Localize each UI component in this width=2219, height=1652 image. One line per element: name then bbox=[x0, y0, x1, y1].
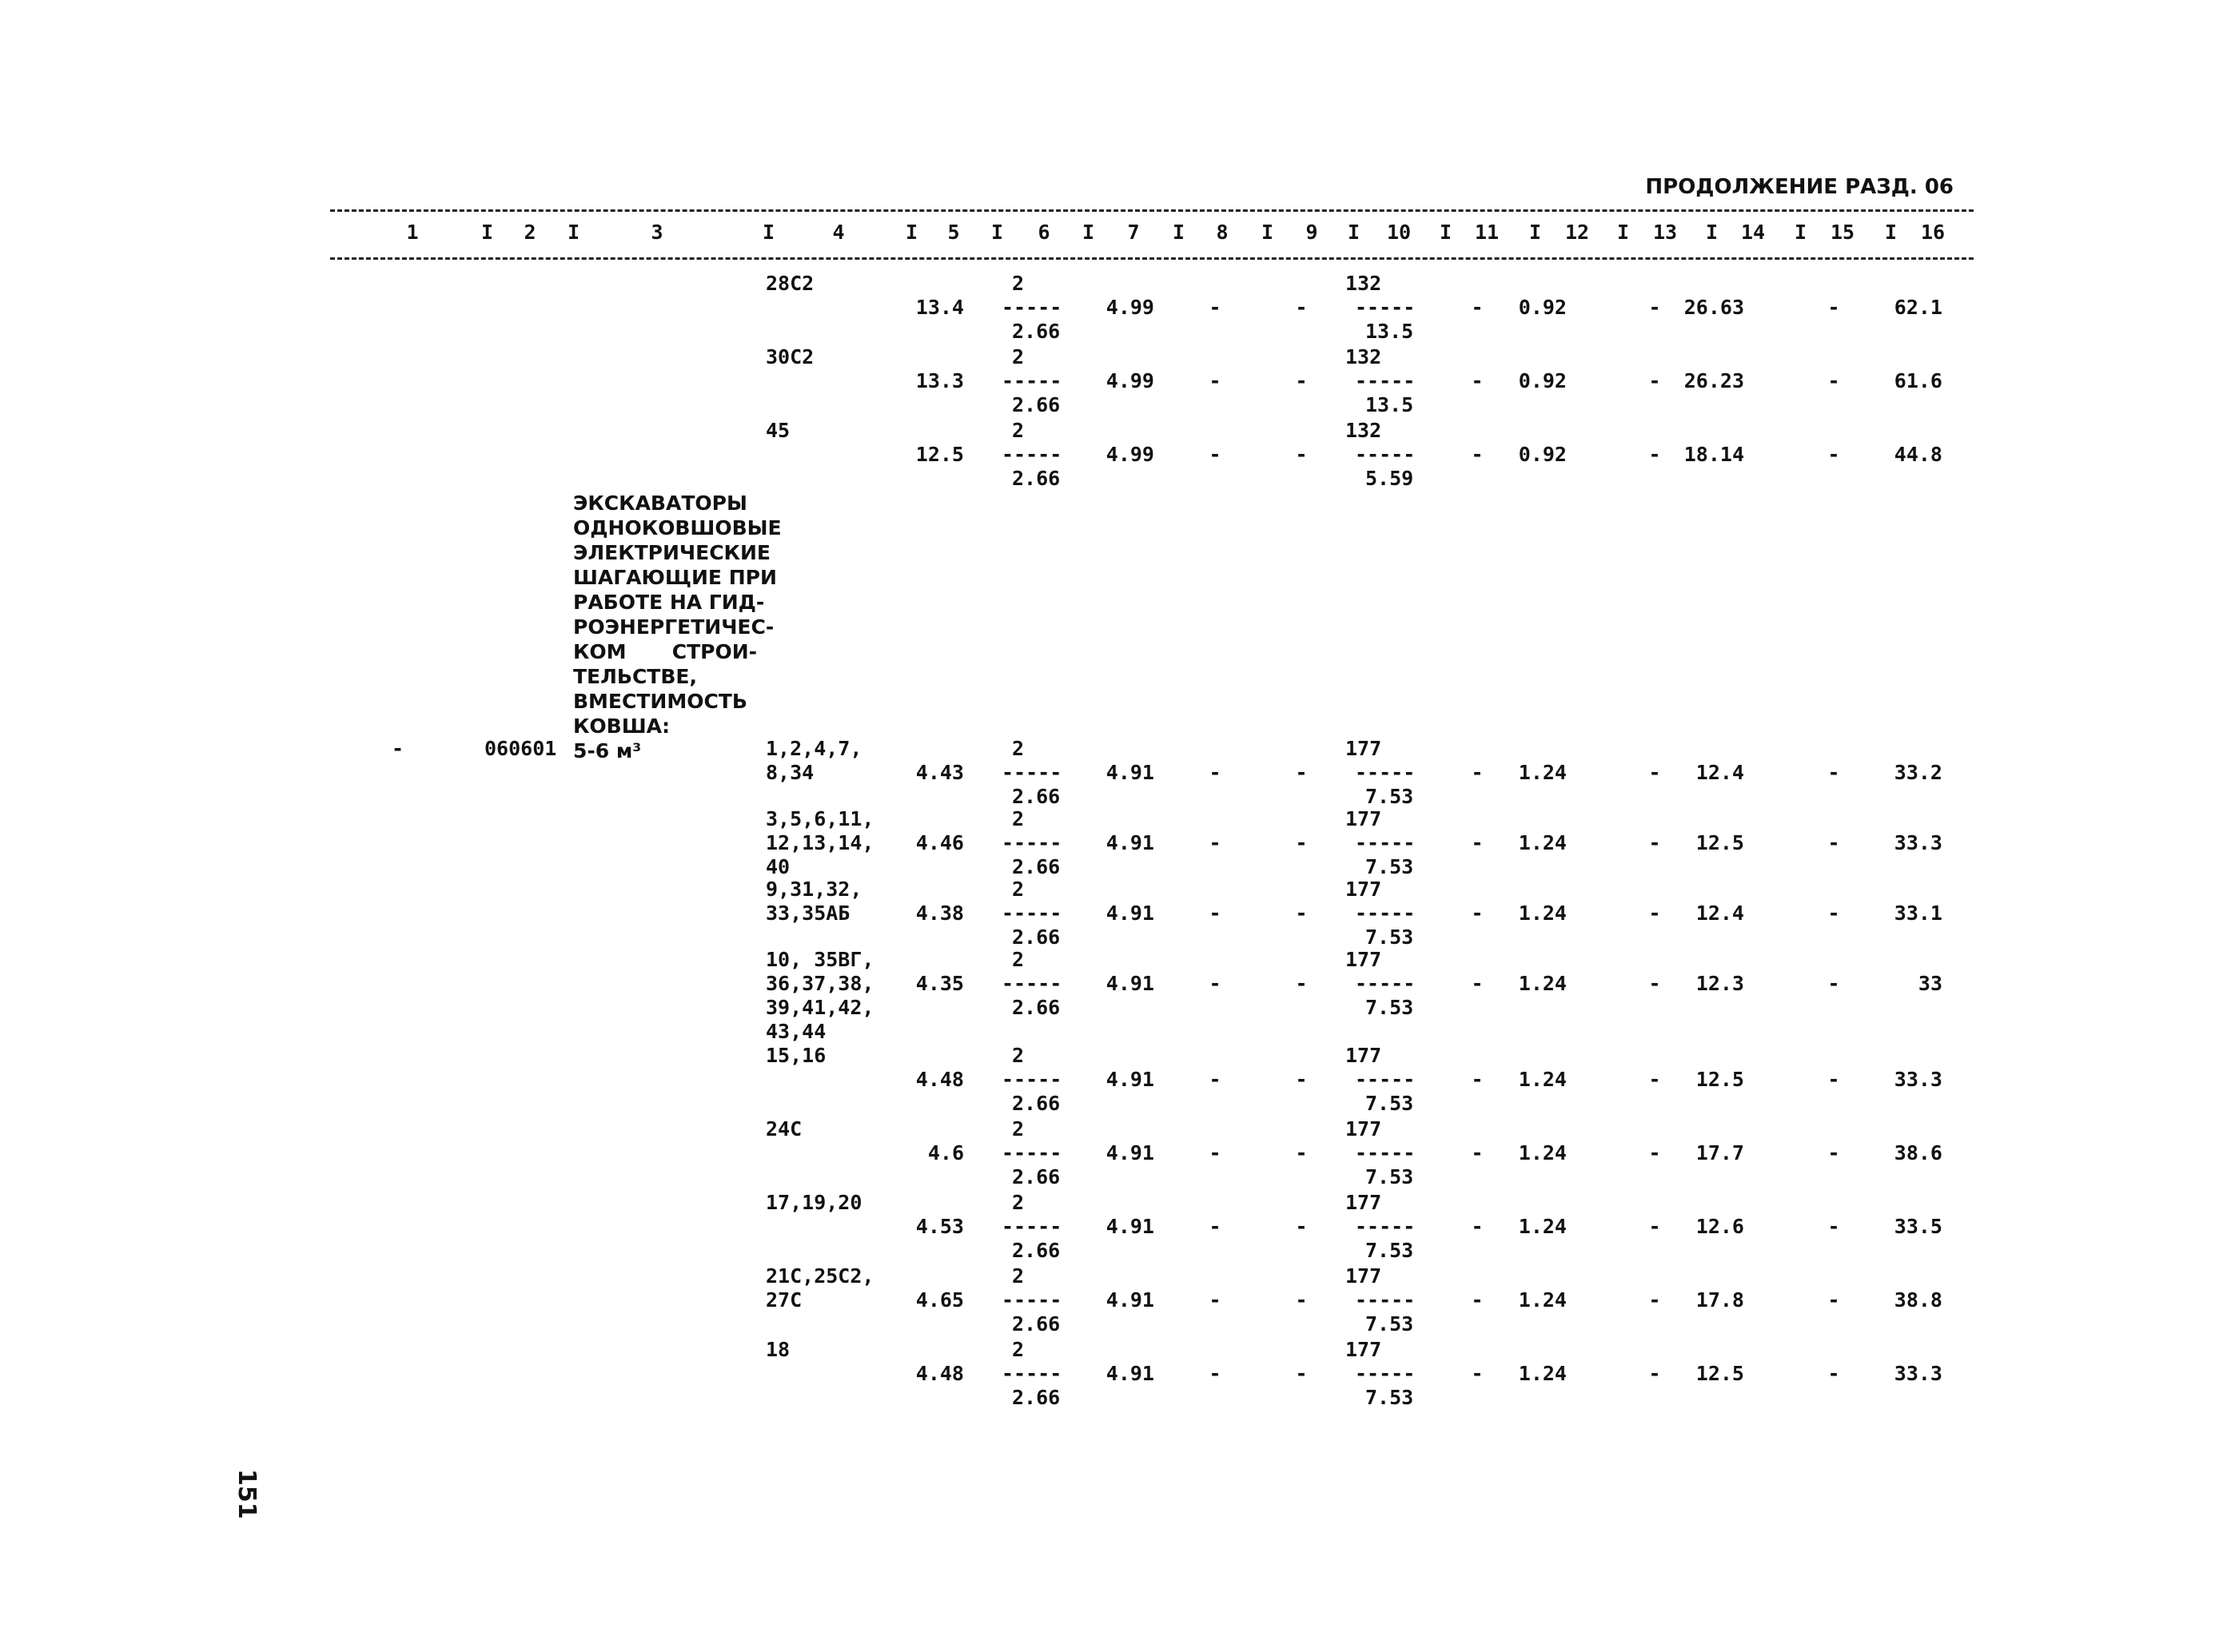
column-separator: I bbox=[1440, 221, 1452, 244]
column-header-15: 15 bbox=[1830, 221, 1855, 244]
col7-value: 4.91 bbox=[1106, 1068, 1154, 1091]
col7-value: 4.99 bbox=[1106, 443, 1154, 466]
machine-numbers: 45 bbox=[766, 419, 791, 442]
col7-value: 4.91 bbox=[1106, 831, 1154, 854]
col10-denominator: 7.53 bbox=[1365, 1312, 1414, 1336]
machine-numbers: 8,34 bbox=[766, 761, 815, 784]
col11-value: - bbox=[1471, 369, 1484, 392]
col6-fraction-line: ----- bbox=[1002, 1215, 1062, 1238]
col5-value: 12.5 bbox=[915, 443, 964, 466]
col16-value: 38.8 bbox=[1894, 1288, 1942, 1312]
column-header-9: 9 bbox=[1305, 221, 1318, 244]
col5-value: 4.6 bbox=[927, 1141, 964, 1164]
column-separator: I bbox=[1885, 221, 1898, 244]
col6-fraction-line: ----- bbox=[1002, 296, 1062, 319]
col10-denominator: 13.5 bbox=[1365, 320, 1414, 343]
col13-value: - bbox=[1648, 1215, 1661, 1238]
column-separator: I bbox=[1795, 221, 1807, 244]
col8-value: - bbox=[1209, 443, 1221, 466]
col10-fraction-line: ----- bbox=[1355, 1068, 1416, 1091]
col9-value: - bbox=[1295, 1141, 1308, 1164]
col7-value: 4.91 bbox=[1106, 1288, 1154, 1312]
col13-value: - bbox=[1648, 443, 1661, 466]
col11-value: - bbox=[1471, 443, 1484, 466]
col5-value: 4.38 bbox=[915, 902, 964, 925]
col16-value: 33 bbox=[1918, 972, 1942, 995]
column-header-8: 8 bbox=[1216, 221, 1229, 244]
col8-value: - bbox=[1209, 296, 1221, 319]
description-line: РОЭНЕРГЕТИЧЕС- bbox=[573, 615, 775, 639]
col7-value: 4.91 bbox=[1106, 972, 1154, 995]
col13-value: - bbox=[1648, 1141, 1661, 1164]
col14-value: 26.23 bbox=[1683, 369, 1744, 392]
col11-value: - bbox=[1471, 831, 1484, 854]
col7-value: 4.91 bbox=[1106, 1141, 1154, 1164]
col16-value: 38.6 bbox=[1894, 1141, 1942, 1164]
col10-denominator: 5.59 bbox=[1365, 467, 1414, 490]
column-header-1: 1 bbox=[406, 221, 419, 244]
col15-value: - bbox=[1827, 761, 1840, 784]
col10-numerator: 177 bbox=[1345, 1191, 1382, 1214]
description-line: РАБОТЕ НА ГИД- bbox=[573, 591, 765, 614]
col13-value: - bbox=[1648, 1362, 1661, 1385]
col6-numerator: 2 bbox=[1012, 419, 1025, 442]
col6-numerator: 2 bbox=[1012, 878, 1025, 901]
column-header-4: 4 bbox=[832, 221, 845, 244]
column-separator: I bbox=[906, 221, 918, 244]
col6-denominator: 2.66 bbox=[1012, 1386, 1061, 1409]
col10-numerator: 132 bbox=[1345, 345, 1382, 368]
col11-value: - bbox=[1471, 761, 1484, 784]
col14-value: 17.8 bbox=[1695, 1288, 1744, 1312]
col6-denominator: 2.66 bbox=[1012, 855, 1061, 878]
machine-numbers: 36,37,38, bbox=[766, 972, 874, 995]
col12-value: 1.24 bbox=[1518, 1141, 1567, 1164]
col14-value: 12.5 bbox=[1695, 1362, 1744, 1385]
col8-value: - bbox=[1209, 1215, 1221, 1238]
machine-numbers: 18 bbox=[766, 1338, 791, 1361]
col10-fraction-line: ----- bbox=[1355, 972, 1416, 995]
col8-value: - bbox=[1209, 972, 1221, 995]
column-header-13: 13 bbox=[1652, 221, 1678, 244]
group-code: 060601 bbox=[484, 737, 557, 760]
col5-value: 4.48 bbox=[915, 1068, 964, 1091]
col10-fraction-line: ----- bbox=[1355, 831, 1416, 854]
col8-value: - bbox=[1209, 1362, 1221, 1385]
col11-value: - bbox=[1471, 972, 1484, 995]
col13-value: - bbox=[1648, 1068, 1661, 1091]
description-line: ЭКСКАВАТОРЫ bbox=[573, 492, 747, 515]
description-line: ОДНОКОВШОВЫЕ bbox=[573, 516, 782, 539]
col12-value: 1.24 bbox=[1518, 1362, 1567, 1385]
description-line: ВМЕСТИМОСТЬ bbox=[573, 690, 747, 713]
description-line: ЭЛЕКТРИЧЕСКИЕ bbox=[573, 541, 771, 564]
col10-denominator: 7.53 bbox=[1365, 926, 1414, 949]
col7-value: 4.99 bbox=[1106, 369, 1154, 392]
col8-value: - bbox=[1209, 369, 1221, 392]
col7-value: 4.91 bbox=[1106, 1215, 1154, 1238]
col13-value: - bbox=[1648, 369, 1661, 392]
column-separator: I bbox=[568, 221, 580, 244]
col10-numerator: 177 bbox=[1345, 948, 1382, 971]
column-header-16: 16 bbox=[1920, 221, 1946, 244]
col15-value: - bbox=[1827, 1288, 1840, 1312]
col9-value: - bbox=[1295, 369, 1308, 392]
column-separator: I bbox=[991, 221, 1004, 244]
col10-fraction-line: ----- bbox=[1355, 369, 1416, 392]
col10-numerator: 132 bbox=[1345, 419, 1382, 442]
description-line: ТЕЛЬСТВЕ, bbox=[573, 665, 697, 688]
description-line: КОМ СТРОИ- bbox=[573, 640, 757, 663]
column-header-3: 3 bbox=[651, 221, 663, 244]
col6-denominator: 2.66 bbox=[1012, 393, 1061, 416]
col16-value: 61.6 bbox=[1894, 369, 1942, 392]
col14-value: 12.4 bbox=[1695, 761, 1744, 784]
col14-value: 12.3 bbox=[1695, 972, 1744, 995]
description-line: ШАГАЮЩИЕ ПРИ bbox=[573, 566, 777, 589]
column-header-12: 12 bbox=[1564, 221, 1590, 244]
machine-numbers: 40 bbox=[766, 855, 791, 878]
group-capacity: 5-6 м³ bbox=[573, 739, 642, 762]
machine-numbers: 10, 35ВГ, bbox=[766, 948, 874, 971]
col12-value: 1.24 bbox=[1518, 1288, 1567, 1312]
col16-value: 33.3 bbox=[1894, 1362, 1942, 1385]
machine-numbers: 27С bbox=[766, 1288, 803, 1312]
col13-value: - bbox=[1648, 296, 1661, 319]
col10-numerator: 177 bbox=[1345, 1264, 1382, 1288]
col6-fraction-line: ----- bbox=[1002, 902, 1062, 925]
col7-value: 4.91 bbox=[1106, 761, 1154, 784]
col10-fraction-line: ----- bbox=[1355, 902, 1416, 925]
column-header-11: 11 bbox=[1474, 221, 1500, 244]
col6-fraction-line: ----- bbox=[1002, 1362, 1062, 1385]
col10-fraction-line: ----- bbox=[1355, 1215, 1416, 1238]
col11-value: - bbox=[1471, 1215, 1484, 1238]
column-separator: I bbox=[1261, 221, 1274, 244]
col10-denominator: 7.53 bbox=[1365, 1386, 1414, 1409]
col7-value: 4.91 bbox=[1106, 902, 1154, 925]
column-separator: I bbox=[1348, 221, 1360, 244]
col6-numerator: 2 bbox=[1012, 1117, 1025, 1140]
col12-value: 0.92 bbox=[1518, 369, 1567, 392]
col10-denominator: 7.53 bbox=[1365, 1239, 1414, 1262]
col9-value: - bbox=[1295, 902, 1308, 925]
machine-numbers: 3,5,6,11, bbox=[766, 807, 874, 830]
col6-fraction-line: ----- bbox=[1002, 831, 1062, 854]
col6-numerator: 2 bbox=[1012, 345, 1025, 368]
column-header-2: 2 bbox=[524, 221, 536, 244]
col14-value: 12.4 bbox=[1695, 902, 1744, 925]
col5-value: 13.3 bbox=[915, 369, 964, 392]
machine-numbers: 17,19,20 bbox=[766, 1191, 863, 1214]
col13-value: - bbox=[1648, 831, 1661, 854]
header-rule-bottom bbox=[330, 257, 1974, 260]
col10-denominator: 7.53 bbox=[1365, 1165, 1414, 1188]
column-header-10: 10 bbox=[1386, 221, 1412, 244]
col5-value: 13.4 bbox=[915, 296, 964, 319]
col6-numerator: 2 bbox=[1012, 807, 1025, 830]
col5-value: 4.48 bbox=[915, 1362, 964, 1385]
col9-value: - bbox=[1295, 443, 1308, 466]
col8-value: - bbox=[1209, 1068, 1221, 1091]
col6-numerator: 2 bbox=[1012, 1044, 1025, 1067]
col11-value: - bbox=[1471, 1288, 1484, 1312]
col5-value: 4.53 bbox=[915, 1215, 964, 1238]
col8-value: - bbox=[1209, 902, 1221, 925]
machine-numbers: 28С2 bbox=[766, 272, 815, 295]
col14-value: 17.7 bbox=[1695, 1141, 1744, 1164]
machine-numbers: 12,13,14, bbox=[766, 831, 874, 854]
col6-numerator: 2 bbox=[1012, 1338, 1025, 1361]
machine-numbers: 30С2 bbox=[766, 345, 815, 368]
machine-numbers: 39,41,42, bbox=[766, 996, 874, 1019]
col12-value: 1.24 bbox=[1518, 831, 1567, 854]
column-separator: I bbox=[481, 221, 494, 244]
col14-value: 12.6 bbox=[1695, 1215, 1744, 1238]
group-col1-dash: - bbox=[392, 737, 404, 760]
col10-denominator: 7.53 bbox=[1365, 1092, 1414, 1115]
column-header-5: 5 bbox=[947, 221, 960, 244]
col9-value: - bbox=[1295, 761, 1308, 784]
machine-numbers: 21С,25С2, bbox=[766, 1264, 874, 1288]
col10-denominator: 7.53 bbox=[1365, 855, 1414, 878]
col15-value: - bbox=[1827, 831, 1840, 854]
col6-denominator: 2.66 bbox=[1012, 1092, 1061, 1115]
col10-fraction-line: ----- bbox=[1355, 296, 1416, 319]
col10-numerator: 177 bbox=[1345, 1117, 1382, 1140]
col7-value: 4.99 bbox=[1106, 296, 1154, 319]
page-number: 151 bbox=[233, 1469, 261, 1519]
col10-denominator: 13.5 bbox=[1365, 393, 1414, 416]
col14-value: 26.63 bbox=[1683, 296, 1744, 319]
col13-value: - bbox=[1648, 761, 1661, 784]
col6-fraction-line: ----- bbox=[1002, 1141, 1062, 1164]
col8-value: - bbox=[1209, 1288, 1221, 1312]
col6-denominator: 2.66 bbox=[1012, 1165, 1061, 1188]
col11-value: - bbox=[1471, 1068, 1484, 1091]
column-separator: I bbox=[1706, 221, 1719, 244]
column-header-6: 6 bbox=[1038, 221, 1050, 244]
col12-value: 0.92 bbox=[1518, 296, 1567, 319]
col10-numerator: 177 bbox=[1345, 1044, 1382, 1067]
col15-value: - bbox=[1827, 1068, 1840, 1091]
col5-value: 4.43 bbox=[915, 761, 964, 784]
column-separator: I bbox=[1617, 221, 1630, 244]
column-separator: I bbox=[1082, 221, 1095, 244]
col10-numerator: 177 bbox=[1345, 737, 1382, 760]
machine-numbers: 9,31,32, bbox=[766, 878, 863, 901]
col6-denominator: 2.66 bbox=[1012, 1312, 1061, 1336]
col11-value: - bbox=[1471, 296, 1484, 319]
description-line: КОВША: bbox=[573, 715, 670, 738]
col16-value: 33.1 bbox=[1894, 902, 1942, 925]
machine-numbers: 24С bbox=[766, 1117, 803, 1140]
col15-value: - bbox=[1827, 1362, 1840, 1385]
col14-value: 18.14 bbox=[1683, 443, 1744, 466]
col10-numerator: 177 bbox=[1345, 807, 1382, 830]
col6-numerator: 2 bbox=[1012, 1264, 1025, 1288]
col12-value: 1.24 bbox=[1518, 1215, 1567, 1238]
col9-value: - bbox=[1295, 972, 1308, 995]
machine-numbers: 15,16 bbox=[766, 1044, 827, 1067]
col12-value: 1.24 bbox=[1518, 902, 1567, 925]
col6-numerator: 2 bbox=[1012, 1191, 1025, 1214]
col12-value: 1.24 bbox=[1518, 1068, 1567, 1091]
col16-value: 33.2 bbox=[1894, 761, 1942, 784]
col5-value: 4.65 bbox=[915, 1288, 964, 1312]
column-separator: I bbox=[1173, 221, 1185, 244]
col11-value: - bbox=[1471, 902, 1484, 925]
col15-value: - bbox=[1827, 1141, 1840, 1164]
col12-value: 0.92 bbox=[1518, 443, 1567, 466]
col6-denominator: 2.66 bbox=[1012, 785, 1061, 808]
col15-value: - bbox=[1827, 902, 1840, 925]
col14-value: 12.5 bbox=[1695, 1068, 1744, 1091]
col13-value: - bbox=[1648, 1288, 1661, 1312]
col15-value: - bbox=[1827, 1215, 1840, 1238]
col9-value: - bbox=[1295, 296, 1308, 319]
col15-value: - bbox=[1827, 443, 1840, 466]
header-rule-top bbox=[330, 209, 1974, 212]
col9-value: - bbox=[1295, 1068, 1308, 1091]
section-title: ПРОДОЛЖЕНИЕ РАЗД. 06 bbox=[1645, 175, 1954, 199]
column-separator: I bbox=[763, 221, 775, 244]
col13-value: - bbox=[1648, 902, 1661, 925]
col10-numerator: 177 bbox=[1345, 1338, 1382, 1361]
col6-fraction-line: ----- bbox=[1002, 369, 1062, 392]
col16-value: 33.5 bbox=[1894, 1215, 1942, 1238]
col10-denominator: 7.53 bbox=[1365, 785, 1414, 808]
col10-fraction-line: ----- bbox=[1355, 761, 1416, 784]
col6-fraction-line: ----- bbox=[1002, 443, 1062, 466]
col13-value: - bbox=[1648, 972, 1661, 995]
col6-fraction-line: ----- bbox=[1002, 1068, 1062, 1091]
col16-value: 62.1 bbox=[1894, 296, 1942, 319]
col6-denominator: 2.66 bbox=[1012, 996, 1061, 1019]
col9-value: - bbox=[1295, 1362, 1308, 1385]
col8-value: - bbox=[1209, 761, 1221, 784]
col6-fraction-line: ----- bbox=[1002, 761, 1062, 784]
col15-value: - bbox=[1827, 972, 1840, 995]
col6-denominator: 2.66 bbox=[1012, 926, 1061, 949]
col6-fraction-line: ----- bbox=[1002, 1288, 1062, 1312]
col6-denominator: 2.66 bbox=[1012, 320, 1061, 343]
column-header-14: 14 bbox=[1740, 221, 1766, 244]
col16-value: 33.3 bbox=[1894, 1068, 1942, 1091]
col9-value: - bbox=[1295, 1288, 1308, 1312]
col8-value: - bbox=[1209, 1141, 1221, 1164]
col6-denominator: 2.66 bbox=[1012, 467, 1061, 490]
col9-value: - bbox=[1295, 1215, 1308, 1238]
col6-numerator: 2 bbox=[1012, 737, 1025, 760]
col11-value: - bbox=[1471, 1362, 1484, 1385]
col6-numerator: 2 bbox=[1012, 948, 1025, 971]
column-header-7: 7 bbox=[1127, 221, 1140, 244]
column-separator: I bbox=[1529, 221, 1542, 244]
col10-fraction-line: ----- bbox=[1355, 1141, 1416, 1164]
col10-denominator: 7.53 bbox=[1365, 996, 1414, 1019]
machine-numbers: 1,2,4,7, bbox=[766, 737, 863, 760]
col5-value: 4.35 bbox=[915, 972, 964, 995]
col6-denominator: 2.66 bbox=[1012, 1239, 1061, 1262]
col15-value: - bbox=[1827, 296, 1840, 319]
col10-fraction-line: ----- bbox=[1355, 443, 1416, 466]
col10-fraction-line: ----- bbox=[1355, 1288, 1416, 1312]
col10-numerator: 177 bbox=[1345, 878, 1382, 901]
col10-fraction-line: ----- bbox=[1355, 1362, 1416, 1385]
col16-value: 44.8 bbox=[1894, 443, 1942, 466]
col5-value: 4.46 bbox=[915, 831, 964, 854]
group-description bbox=[573, 491, 782, 763]
col9-value: - bbox=[1295, 831, 1308, 854]
col8-value: - bbox=[1209, 831, 1221, 854]
col14-value: 12.5 bbox=[1695, 831, 1744, 854]
col12-value: 1.24 bbox=[1518, 761, 1567, 784]
col10-numerator: 132 bbox=[1345, 272, 1382, 295]
col6-fraction-line: ----- bbox=[1002, 972, 1062, 995]
machine-numbers: 43,44 bbox=[766, 1020, 827, 1043]
col16-value: 33.3 bbox=[1894, 831, 1942, 854]
col11-value: - bbox=[1471, 1141, 1484, 1164]
machine-numbers: 33,35АБ bbox=[766, 902, 851, 925]
col15-value: - bbox=[1827, 369, 1840, 392]
col7-value: 4.91 bbox=[1106, 1362, 1154, 1385]
col12-value: 1.24 bbox=[1518, 972, 1567, 995]
col6-numerator: 2 bbox=[1012, 272, 1025, 295]
